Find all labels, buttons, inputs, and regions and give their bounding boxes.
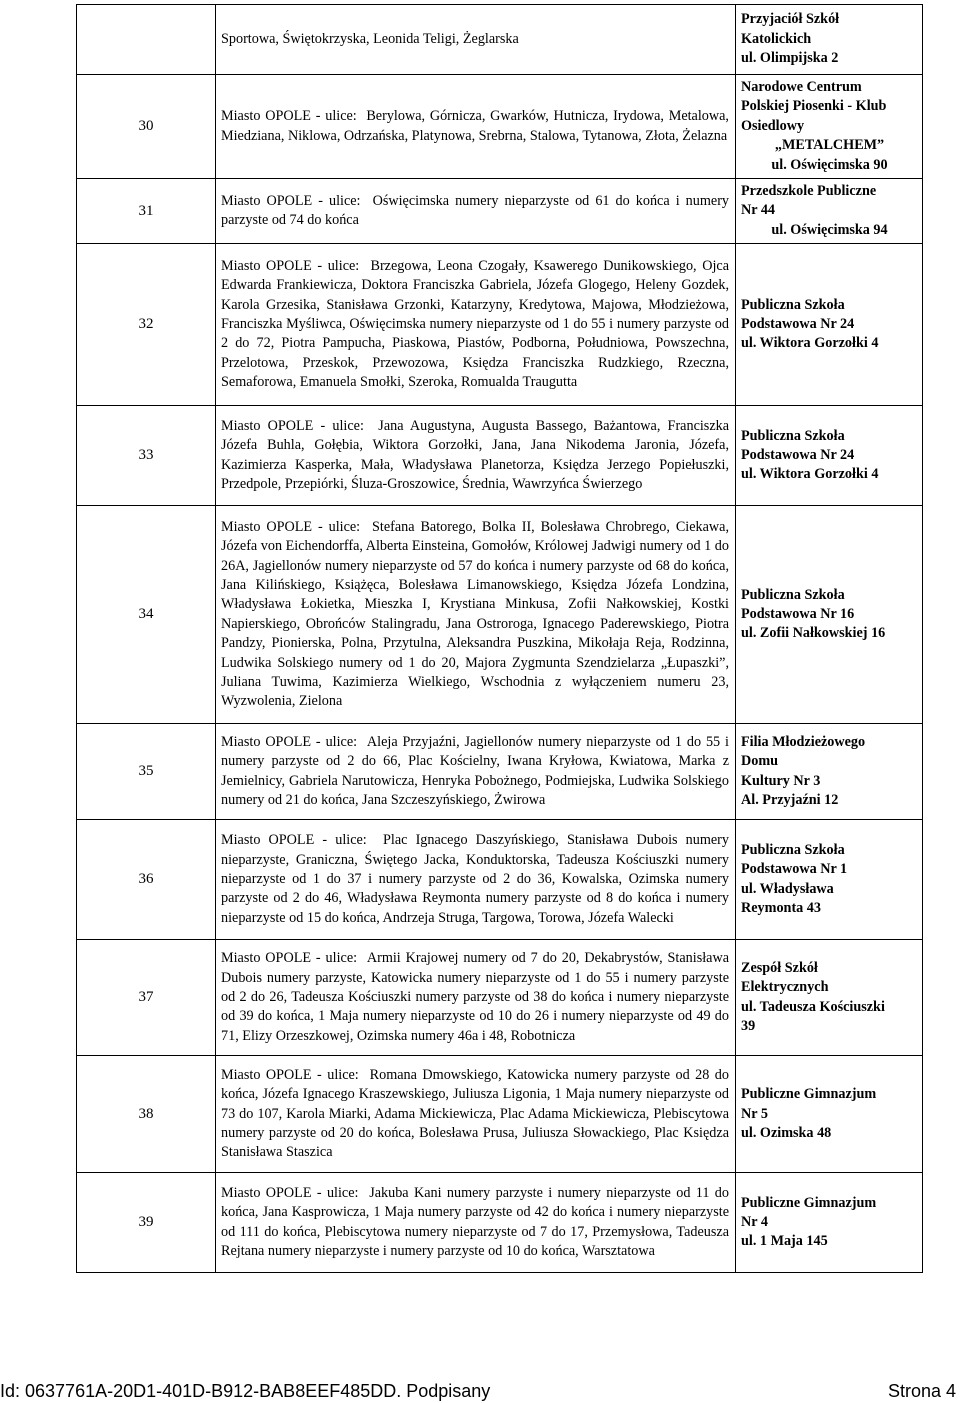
polling-station [736, 506, 923, 724]
city-streets-label: Miasto OPOLE - ulice: [221, 257, 360, 274]
streets-text: Jakuba Kani numery parzyste i numery nieparzyste od 11 do końca, Jana Kasprowicza, 1 Maja numery parzyste od 42 do końca i numery nieparzyste od 111 do końca, Plebiscytowa numery nieparzyste od 7 do 17, Przemysłowa, Tadeusza Rejtana numery nieparzyste i numery parzyste od 10 do końca, Warsztatowa [221, 1184, 729, 1260]
polling-station-line: Nr 44 [741, 202, 776, 219]
polling-station-line: Publiczne Gimnazjum [741, 1194, 877, 1211]
polling-station [736, 244, 923, 406]
polling-station-line: Publiczne Gimnazjum [741, 1086, 877, 1103]
document-id: Id: 0637761A-20D1-401D-B912-BAB8EEF485DD. Podpisany [0, 1381, 491, 1401]
polling-station-line: Zespół Szkół [741, 959, 818, 976]
district-row [77, 820, 923, 940]
polling-station-line: Nr 5 [741, 1105, 768, 1122]
polling-station-line: ul. Tadeusza Kościuszki [741, 998, 885, 1015]
district-number: 39 [77, 1173, 216, 1273]
polling-station [736, 406, 923, 506]
polling-station [736, 724, 923, 820]
streets-text: Romana Dmowskiego, Katowicka numery parzyste od 28 do końca, Józefa Ignacego Kraszewskiego, Juliusza Ligonia, 1 Maja numery nieparzyste od 73 do 107, Karola Miarki, Adama Mickiewicza, Plac Adama Mickiewicza, Plebiscytowa numery parzyste od 20 do końca, Bolesława Prusa, Juliusza Słowackiego, Plac Księdza Stanisława Staszica [221, 1066, 729, 1161]
polling-station-line: Katolickich [741, 30, 812, 47]
street-list [216, 1173, 736, 1273]
district-row [77, 179, 923, 244]
polling-station-line: Publiczna Szkoła [741, 427, 845, 444]
city-streets-label: Miasto OPOLE - ulice: [221, 733, 358, 750]
polling-station-line: Domu [741, 753, 779, 770]
street-list [216, 406, 736, 506]
street-list [216, 506, 736, 724]
district-number: 34 [77, 506, 216, 724]
district-row [77, 1056, 923, 1173]
city-streets-label: Miasto OPOLE - ulice: [221, 108, 357, 125]
district-number: 35 [77, 724, 216, 820]
street-list [216, 724, 736, 820]
city-streets-label: Miasto OPOLE - ulice: [221, 950, 358, 967]
district-number: 32 [77, 244, 216, 406]
district-row [77, 406, 923, 506]
district-number: 37 [77, 940, 216, 1056]
polling-station-line: Kultury Nr 3 [741, 772, 821, 789]
district-row [77, 5, 923, 75]
polling-station-line: Narodowe Centrum [741, 79, 862, 95]
polling-station-line: Przedszkole Publiczne [741, 183, 877, 200]
polling-station-line: Publiczna Szkoła [741, 296, 845, 313]
street-list [216, 5, 736, 75]
district-row [77, 940, 923, 1056]
polling-station [736, 1173, 923, 1273]
polling-station-line: Reymonta 43 [741, 900, 821, 917]
street-list [216, 244, 736, 406]
street-list [216, 940, 736, 1056]
polling-station-line: ul. Olimpijska 2 [741, 50, 839, 67]
city-streets-label: Miasto OPOLE - ulice: [221, 1184, 359, 1201]
polling-station [736, 1056, 923, 1173]
streets-text: Jana Augustyna, Augusta Bassego, Bażantowa, Franciszka Józefa Buhla, Gołębia, Wiktora Gorzołki, Jana, Jana Nikodema Jaronia, Józefa, Kazimierza Kasperka, Mała, Władysława Planetorza, Księdza Jerzego Popiełuszki, Przedpole, Przepiórki, Śluza-Groszowice, Średnia, Wawrzyńca Świerzego [221, 417, 730, 493]
polling-station-line: ul. Oświęcimska 94 [771, 221, 888, 238]
polling-station-line: Podstawowa Nr 24 [741, 316, 855, 333]
polling-station-line: ul. Władysława [741, 880, 834, 897]
polling-station-line: Podstawowa Nr 1 [741, 861, 848, 878]
street-list [216, 75, 736, 179]
polling-station-line: ul. Ozimska 48 [741, 1124, 832, 1141]
district-number: 31 [77, 179, 216, 244]
district-row [77, 724, 923, 820]
page-number: Strona 4 [887, 1381, 956, 1401]
district-row [77, 75, 923, 179]
polling-station-line: Przyjaciół Szkół [741, 11, 840, 28]
street-list [216, 820, 736, 940]
polling-station-line: „METALCHEM” [774, 137, 885, 154]
polling-station [736, 179, 923, 244]
district-number: 33 [77, 406, 216, 506]
polling-station-line: ul. 1 Maja 145 [741, 1233, 828, 1250]
street-list [216, 179, 736, 244]
polling-station-line: ul. Zofii Nałkowskiej 16 [741, 625, 886, 642]
district-number: 30 [77, 75, 216, 179]
polling-station-line: ul. Wiktora Gorzołki 4 [741, 466, 879, 483]
polling-station [736, 820, 923, 940]
polling-station-line: Polskiej Piosenki - Klub [741, 98, 887, 115]
polling-station-line: Podstawowa Nr 24 [741, 447, 855, 464]
streets-text: Brzegowa, Leona Czogały, Ksawerego Dunikowskiego, Ojca Edwarda Frankiewicza, Doktora Franciszka Gabriela, Józefa Glogego, Heleny Gozdek, Karola Grzesika, Stanisława Grzonki, Katarzyny, Kredytowa, Majowa, Młodzieżowa, Franciszka Myśliwca, Oświęcimska numery nieparzyste od 1 do 55 i numery parzyste od 2 do 72, Piotra Pampucha, Piaskowa, Piastów, Podborna, Południowa, Powszechna, Przelotowa, Przeskok, Przewozowa, Księdza Franciszka Rudzkiego, Rzeczna, Semaforowa, Emanuela Smołki, Szeroka, Romualda Traugutta [221, 257, 729, 391]
polling-station [736, 5, 923, 75]
polling-station-line: Publiczna Szkoła [741, 586, 845, 603]
polling-station-line: Osiedlowy [741, 117, 805, 134]
polling-station-line: Al. Przyjaźni 12 [741, 792, 839, 809]
district-row [77, 244, 923, 406]
city-streets-label: Miasto OPOLE - ulice: [221, 417, 364, 434]
streets-text: Aleja Przyjaźni, Jagiellonów numery nieparzyste od 1 do 55 i numery parzyste od 2 do 66, Plac Kościelny, Iwana Kryłowa, Kwiatowa, Marka z Jemielnicy, Gabriela Narutowicza, Henryka Pobożnego, Podmiejska, Ludwika Solskiego numery od 21 do końca, Jana Szczeszyńskiego, Żwirowa [221, 733, 729, 809]
polling-station [736, 75, 923, 179]
city-streets-label: Miasto OPOLE - ulice: [221, 832, 367, 849]
district-number: 38 [77, 1056, 216, 1173]
streets-text: Berylowa, Górnicza, Gwarków, Hutnicza, Irydowa, Metalowa, Miedziana, Niklowa, Odrzańska, Platynowa, Srebrna, Stalowa, Tytanowa, Złota, Żelazna [221, 108, 729, 144]
polling-station-line: Podstawowa Nr 16 [741, 606, 855, 623]
district-row [77, 506, 923, 724]
streets-text: Sportowa, Świętokrzyska, Leonida Teligi, Żeglarska [221, 30, 519, 47]
district-number [77, 5, 216, 75]
polling-station-line: ul. Wiktora Gorzołki 4 [741, 335, 879, 352]
polling-station-line: Elektrycznych [741, 979, 829, 996]
polling-station-line: 39 [741, 1018, 756, 1035]
streets-text: Stefana Batorego, Bolka II, Bolesława Chrobrego, Ciekawa, Józefa von Eichendorffa, Alberta Einsteina, Gomołów, Królowej Jadwigi numery od 1 do 26A, Jagiellonów numery nieparzyste od 57 do końca i numery parzyste od 68 do końca, Jana Kilińskiego, Książęca, Bolesława Limanowskiego, Księdza Józefa Londzina, Władysława Łokietka, Mieszka I, Krystiana Minkusa, Zofii Nałkowskiej, Kostki Napierskiego, Obrońców Stalingradu, Jana Ostroroga, Ignacego Paderewskiego, Piotra Pandzy, Pionierska, Polna, Przytulna, Aleksandra Puszkina, Mikołaja Reja, Rodzinna, Ludwika Solskiego numery od 1 do 20, Majora Zygmunta Szendzielarza „Łupaszki”, Juliana Tuwima, Kazimierza Wielkiego, Wschodnia z wyłączeniem numeru 23, Wyzwolenia, Zielona [221, 518, 729, 710]
streets-text: Armii Krajowej numery od 7 do 20, Dekabrystów, Stanisława Dubois numery parzyste, Katowicka numery nieparzyste od 1 do 55 i numery parzyste od 2 do 26, Tadeusza Kościuszki numery parzyste od 38 do końca i numery nieparzyste od 39 do końca, 1 Maja numery nieparzyste od 10 do 26 i numery nieparzyste od 49 do 71, Elizy Orzeszkowej, Ozimska numery 46a i 48, Robotnicza [221, 950, 729, 1044]
polling-station-line: ul. Oświęcimska 90 [771, 156, 888, 173]
city-streets-label: Miasto OPOLE - ulice: [221, 192, 361, 209]
district-row [77, 1173, 923, 1273]
polling-station-line: Filia Młodzieżowego [741, 733, 866, 750]
district-number: 36 [77, 820, 216, 940]
streets-text: Plac Ignacego Daszyńskiego, Stanisława Dubois numery nieparzyste, Graniczna, Świętego Jacka, Konduktorska, Tadeusza Kościuszki numery nieparzyste od 1 do 37 i numery parzyste od 2 do 36, Kowalska, Ozimska numery parzyste od 2 do 46, Władysława Reymonta numery parzyste od 8 do końca i numery nieparzyste od 15 do końca, Andrzeja Struga, Targowa, Torowa, Józefa Walecki [221, 832, 729, 926]
city-streets-label: Miasto OPOLE - ulice: [221, 1066, 359, 1083]
streets-text: Oświęcimska numery nieparzyste od 61 do końca i numery parzyste od 74 do końca [221, 192, 730, 229]
polling-station-line: Publiczna Szkoła [741, 841, 845, 858]
polling-station-line: Nr 4 [741, 1214, 768, 1231]
city-streets-label: Miasto OPOLE - ulice: [221, 518, 361, 535]
polling-station [736, 940, 923, 1056]
districts-table [76, 4, 923, 1273]
street-list [216, 1056, 736, 1173]
